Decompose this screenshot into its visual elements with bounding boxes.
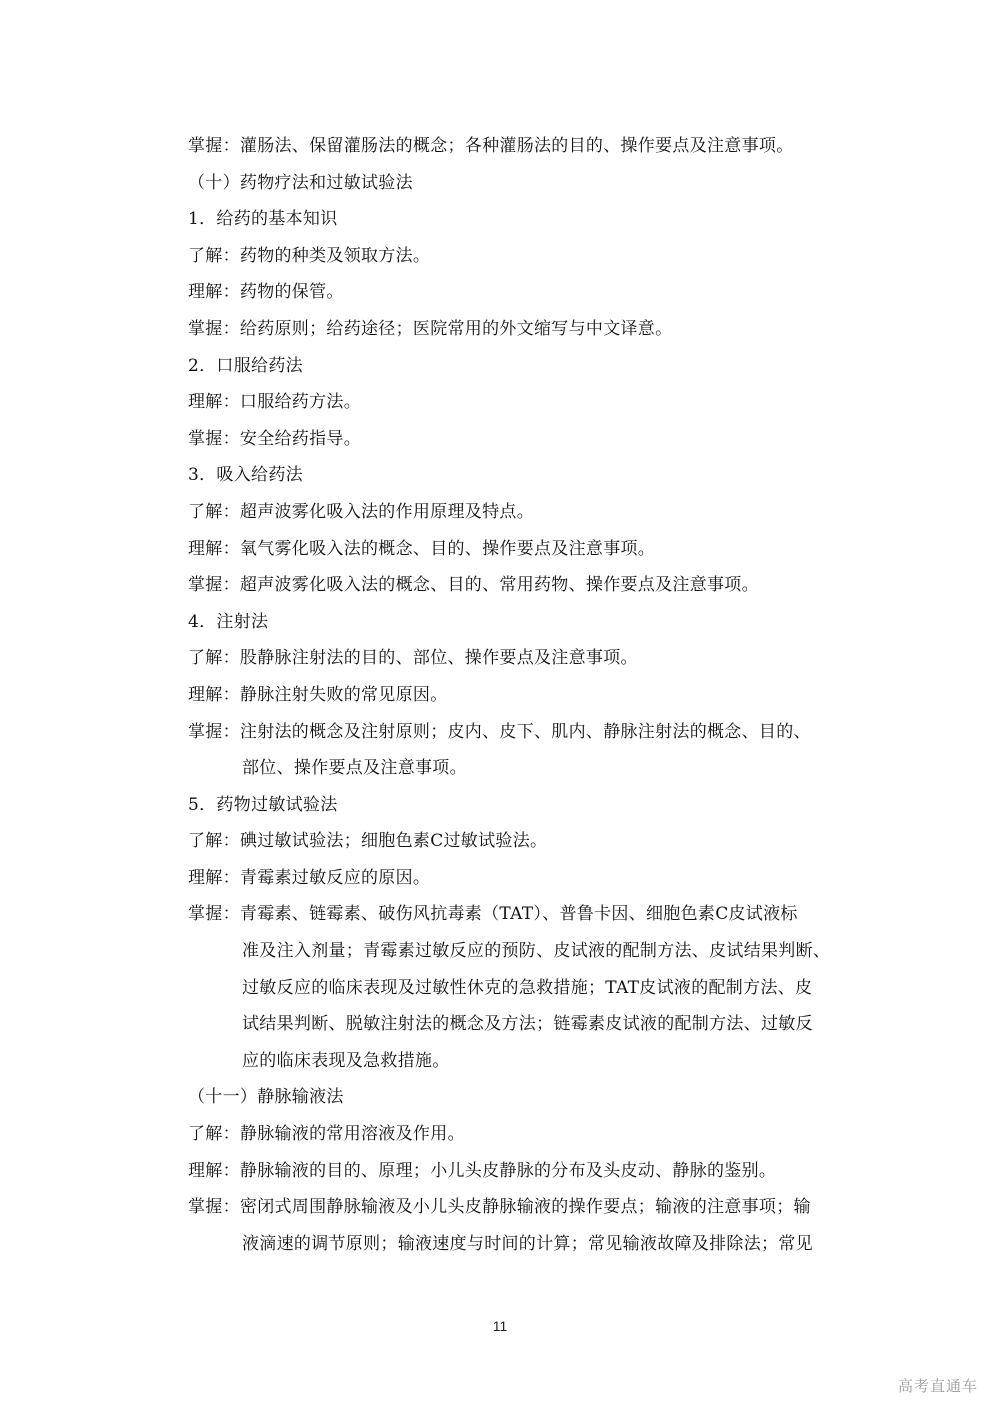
- section-heading: （十一）静脉输液法: [188, 1087, 344, 1108]
- subsection-heading: 5．药物过敏试验法: [188, 794, 338, 815]
- text-line-continuation: 准及注入剂量；青霉素过敏反应的预防、皮试液的配制方法、皮试结果判断、: [242, 941, 831, 962]
- text-line: 理解：青霉素过敏反应的原因。: [188, 867, 431, 888]
- text-line: 了解：药物的种类及领取方法。: [188, 245, 431, 266]
- text-line: 掌握：灌肠法、保留灌肠法的概念；各种灌肠法的目的、操作要点及注意事项。: [188, 136, 794, 156]
- watermark: 高考直通车: [897, 1377, 978, 1395]
- text-line-continuation: 过敏反应的临床表现及过敏性休克的急救措施；TAT皮试液的配制方法、皮: [242, 977, 813, 998]
- text-line: 掌握：安全给药指导。: [188, 428, 361, 449]
- text-line: 掌握：密闭式周围静脉输液及小儿头皮静脉输液的操作要点；输液的注意事项；输: [188, 1197, 811, 1218]
- text-line-continuation: 部位、操作要点及注意事项。: [242, 758, 467, 779]
- text-line: 理解：药物的保管。: [188, 282, 344, 303]
- page-number: 11: [492, 1318, 508, 1334]
- text-line: 理解：静脉注射失败的常见原因。: [188, 684, 448, 705]
- text-line: 理解：口服给药方法。: [188, 392, 361, 413]
- subsection-heading: 4．注射法: [188, 611, 269, 632]
- subsection-heading: 3．吸入给药法: [188, 465, 303, 486]
- text-line: 了解：静脉输液的常用溶液及作用。: [188, 1124, 465, 1145]
- text-line-continuation: 应的临床表现及急救措施。: [242, 1050, 450, 1071]
- text-line: 了解：超声波雾化吸入法的作用原理及特点。: [188, 501, 534, 522]
- text-line: 掌握：注射法的概念及注射原则；皮内、皮下、肌内、静脉注射法的概念、目的、: [188, 721, 811, 742]
- text-line-continuation: 试结果判断、脱敏注射法的概念及方法；链霉素皮试液的配制方法、过敏反: [242, 1014, 813, 1035]
- text-line: 掌握：青霉素、链霉素、破伤风抗毒素（TAT）、普鲁卡因、细胞色素C皮试液标: [188, 904, 798, 925]
- subsection-heading: 2．口服给药法: [188, 355, 303, 376]
- text-line: 掌握：超声波雾化吸入法的概念、目的、常用药物、操作要点及注意事项。: [188, 575, 759, 596]
- text-line: 理解：氧气雾化吸入法的概念、目的、操作要点及注意事项。: [188, 538, 656, 559]
- section-heading: （十）药物疗法和过敏试验法: [188, 172, 413, 193]
- text-line: 了解：碘过敏试验法；细胞色素C过敏试验法。: [188, 831, 548, 852]
- text-line-continuation: 液滴速的调节原则；输液速度与时间的计算；常见输液故障及排除法；常见: [242, 1233, 813, 1254]
- subsection-heading: 1．给药的基本知识: [188, 209, 338, 230]
- text-line: 理解：静脉输液的目的、原理；小儿头皮静脉的分布及头皮动、静脉的鉴别。: [188, 1160, 777, 1181]
- document-body: [188, 128, 860, 1262]
- text-line: 掌握：给药原则；给药途径；医院常用的外文缩写与中文译意。: [188, 318, 673, 339]
- text-line: 了解：股静脉注射法的目的、部位、操作要点及注意事项。: [188, 648, 638, 669]
